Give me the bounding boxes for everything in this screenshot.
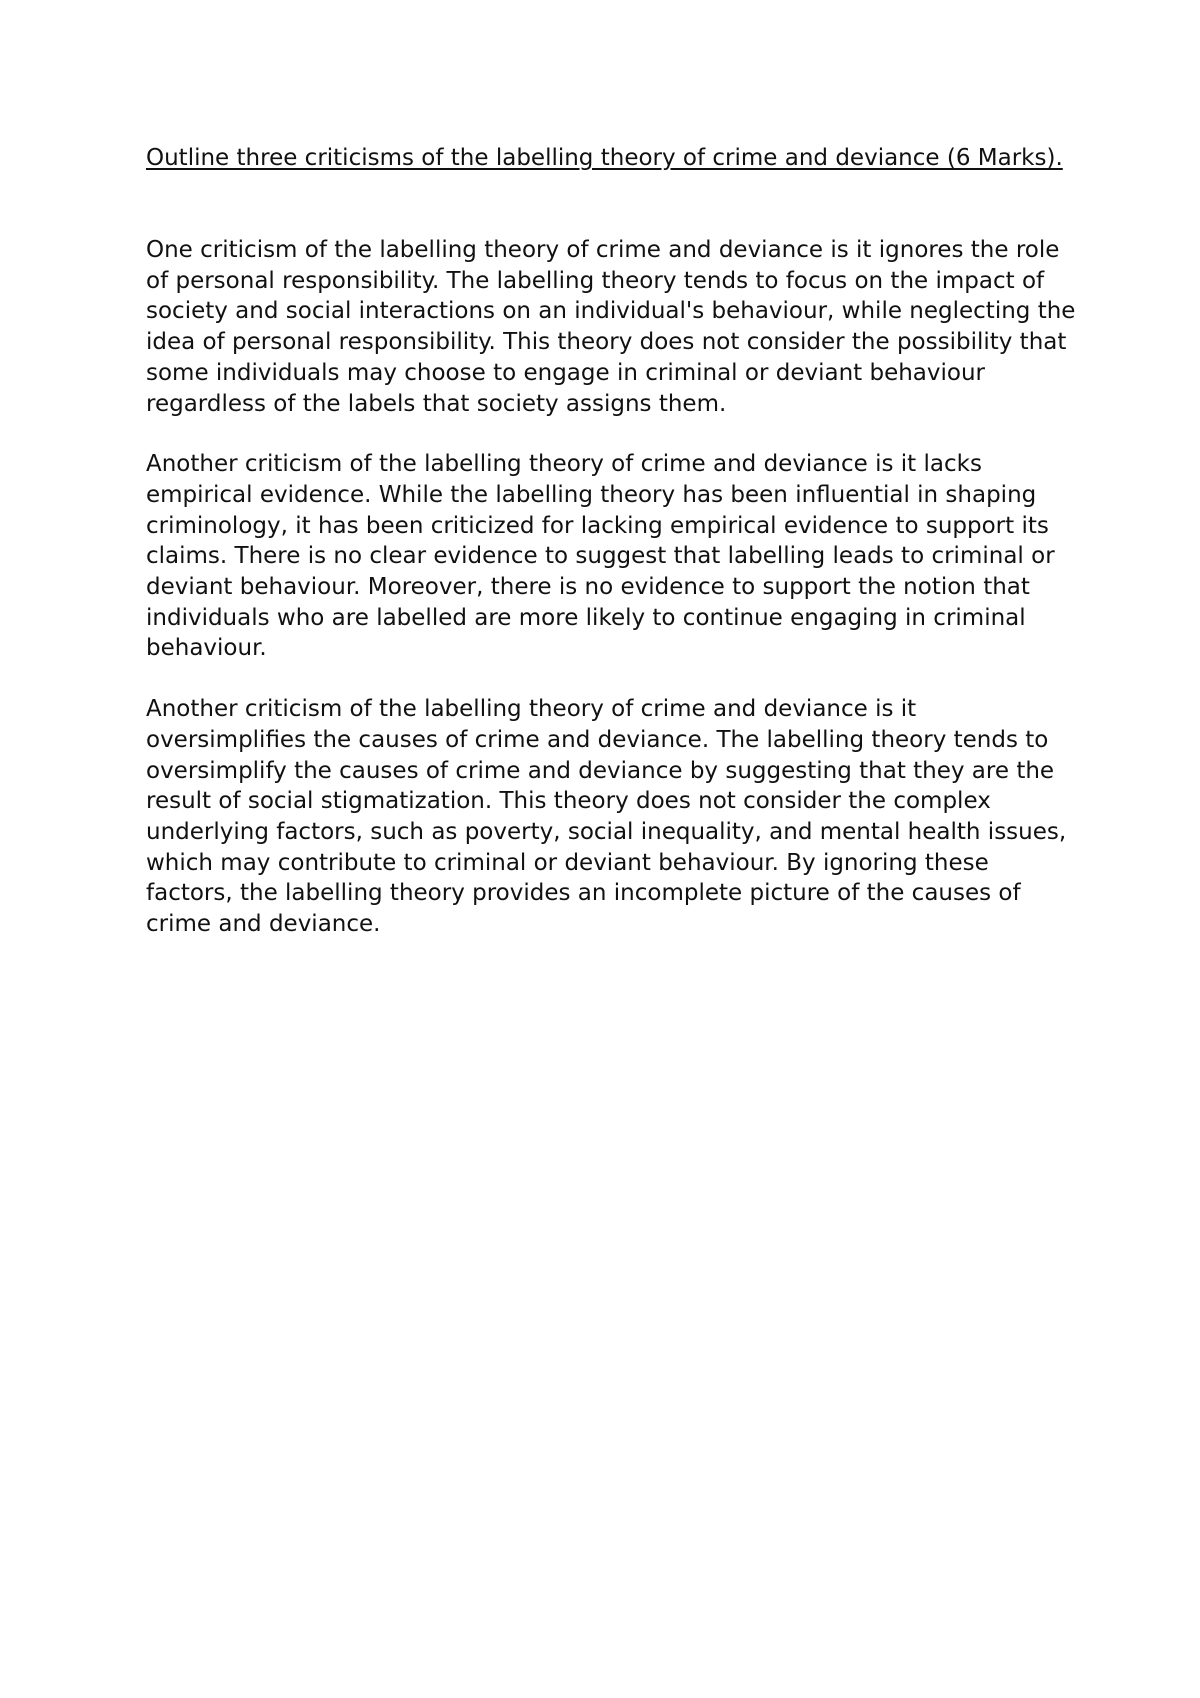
paragraph-empirical-evidence: Another criticism of the labelling theory of crime and deviance is it lacks empirical evidence. While the labelling theory has been influential in shaping criminology, it has been criticized for lacking empirical evidence to support its claims. There is no clear evidence to suggest that labelling leads to criminal or deviant behaviour. Moreover, there is no evidence to support the notion that individuals who are labelled are more likely to continue engaging in criminal behaviour. <box>146 451 1055 662</box>
paragraph-personal-responsibility: One criticism of the labelling theory of crime and deviance is it ignores the role of personal responsibility. The labelling theory tends to focus on the impact of society and social interactions on an individual's behaviour, while neglecting the idea of personal responsibility. This theory does not consider the possibility that some individuals may choose to engage in criminal or deviant behaviour regardless of the labels that society assigns them. <box>146 237 1076 417</box>
document-body <box>146 143 1076 970</box>
paragraph-oversimplification: Another criticism of the labelling theory of crime and deviance is it oversimplifies the causes of crime and deviance. The labelling theory tends to oversimplify the causes of crime and deviance by suggesting that they are the result of social stigmatization. This theory does not consider the complex underlying factors, such as poverty, social inequality, and mental health issues, which may contribute to criminal or deviant behaviour. By ignoring these factors, the labelling theory provides an incomplete picture of the causes of crime and deviance. <box>146 696 1067 938</box>
document-title: Outline three criticisms of the labelling theory of crime and deviance (6 Marks). <box>146 145 1063 171</box>
